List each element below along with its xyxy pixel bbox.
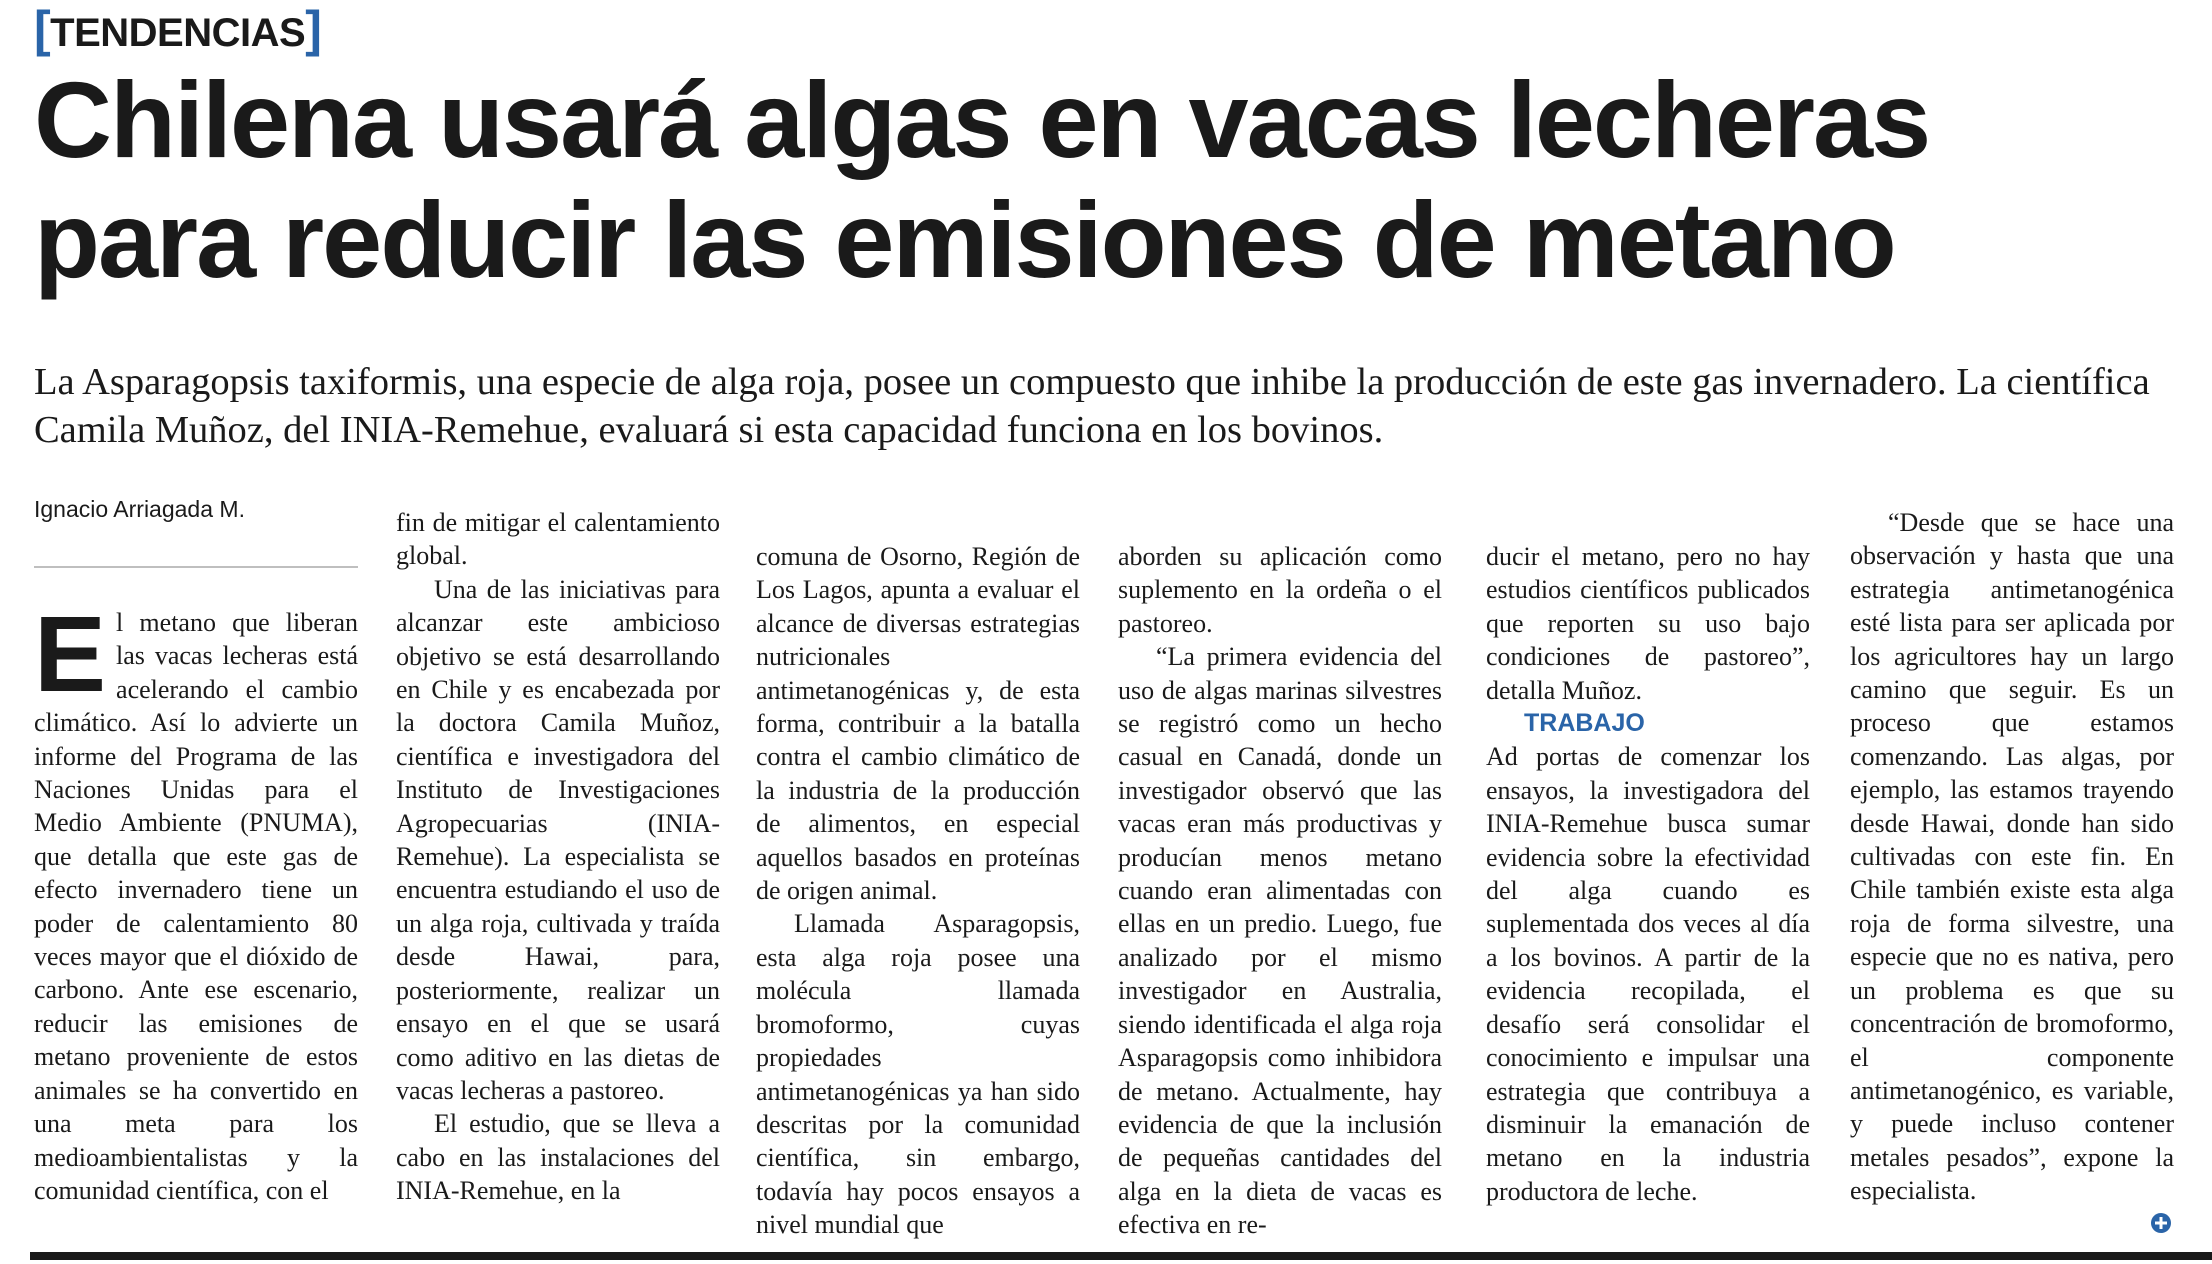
paragraph: fin de mitigar el calentamiento global. [396, 508, 720, 571]
byline-divider [34, 566, 358, 568]
dek-subtitle: La Asparagopsis taxiformis, una especie de alga roja, posee un compuesto que inhibe la producción de este gas invernadero. La científica Camila Muñoz, del INIA-Remehue, evaluará si esta capacidad funciona en los bovinos. [34, 361, 2150, 451]
paragraph: El estudio, que se lleva a cabo en las instalaciones del INIA-Remehue, en la [396, 1109, 720, 1206]
column-6 [1850, 506, 2174, 1208]
paragraph: “Desde que se hace una observación y hasta que una estrategia antimetanogénica esté lista para ser aplicada por los agricultores hay un largo camino que seguir. Es un proceso que estamos comenzando. Las algas, por ejemplo, las estamos trayendo desde Hawai, donde han sido cultivadas con este fin. En Chile también existe esta alga roja de forma silvestre, una especie que no es nativa, pero un problema es que su concentración de bromoformo, el componente antimetanogénico, es variable, y puede incluso contener metales pesados”, expone la especialista. [1850, 508, 2174, 1206]
column-4 [1118, 540, 1442, 1242]
paragraph-text: l metano que liberan las vacas lecheras está acelerando el cambio climático. Así lo advierte un informe del Programa de las Naciones Unidas para el Medio Ambiente (PNUMA), que detalla que este gas de efecto invernadero tiene un poder de calentamiento 80 veces mayor que el dióxido de carbono. Ante ese escenario, reducir las emisiones de metano proveniente de estos animales se ha convertido en una meta para los medioambientalistas y la comunidad científica, con el [34, 608, 358, 1205]
paragraph [34, 593, 358, 1207]
column-3 [756, 540, 1080, 1242]
paragraph: aborden su aplicación como suplemento en la ordeña o el pastoreo. [1118, 542, 1442, 638]
kicker-open-bracket: [ [34, 1, 51, 57]
kicker-label: TENDENCIAS [50, 11, 306, 55]
drop-cap: E [34, 593, 107, 714]
end-of-article-icon [2150, 1212, 2172, 1234]
section-kicker [34, 2, 321, 56]
column-5 [1486, 540, 1810, 1208]
headline [34, 60, 2194, 300]
paragraph: “La primera evidencia del uso de algas marinas silvestres se registró como un hecho casual en Canadá, donde un investigador observó que las vacas eran más productivas y producían menos metano cuando eran alimentadas con ellas en un predio. Luego, fue analizado por el mismo investigador en Australia, siendo identificada el alga roja Asparagopsis como inhibidora de metano. Actualmente, hay evidencia de que la inclusión de pequeñas cantidades del alga en la dieta de vacas es efectiva en re- [1118, 642, 1442, 1240]
paragraph: Una de las iniciativas para alcanzar este ambicioso objetivo se está desarrollando en Chile y es encabezada por la doctora Camila Muñoz, científica e investigadora del Instituto de Investigaciones Agropecuarias (INIA-Remehue). La especialista se encuentra estudiando el uso de un alga roja, cultivada y traída desde Hawai, para, posteriormente, realizar un ensayo en el que se usará como aditivo en las dietas de vacas lecheras a pastoreo. [396, 574, 720, 1105]
paragraph: comuna de Osorno, Región de Los Lagos, apunta a evaluar el alcance de diversas estrategias nutricionales antimetanogénicas y, de esta forma, contribuir a la batalla contra el cambio climático de la industria de la producción de alimentos, en especial aquellos basados en proteínas de origen animal. [756, 542, 1080, 906]
column-1 [34, 593, 358, 1207]
kicker-close-bracket: ] [305, 1, 322, 57]
headline-line-1: Chilena usará algas en vacas lecheras [34, 59, 1930, 180]
byline: Ignacio Arriagada M. [34, 496, 245, 522]
section-subhead: TRABAJO [1524, 709, 1645, 738]
bottom-rule [30, 1252, 2212, 1260]
headline-line-2: para reducir las emisiones de metano [34, 179, 1895, 300]
paragraph: ducir el metano, pero no hay estudios científicos publicados que reporten su uso bajo condiciones de pastoreo”, detalla Muñoz. [1486, 542, 1810, 705]
paragraph: Ad portas de comenzar los ensayos, la investigadora del INIA-Remehue busca sumar evidencia sobre la efectividad del alga cuando es suplementada dos veces al día a los bovinos. A partir de la evidencia recopilada, el desafío será consolidar el conocimiento e impulsar una estrategia que contribuya a disminuir la emanación de metano en la industria productora de leche. [1486, 742, 1810, 1206]
paragraph: Llamada Asparagopsis, esta alga roja posee una molécula llamada bromoformo, cuyas propiedades antimetanogénicas ya han sido descritas por la comunidad científica, sin embargo, todavía hay pocos ensayos a nivel mundial que [756, 909, 1080, 1240]
column-2 [396, 506, 720, 1208]
